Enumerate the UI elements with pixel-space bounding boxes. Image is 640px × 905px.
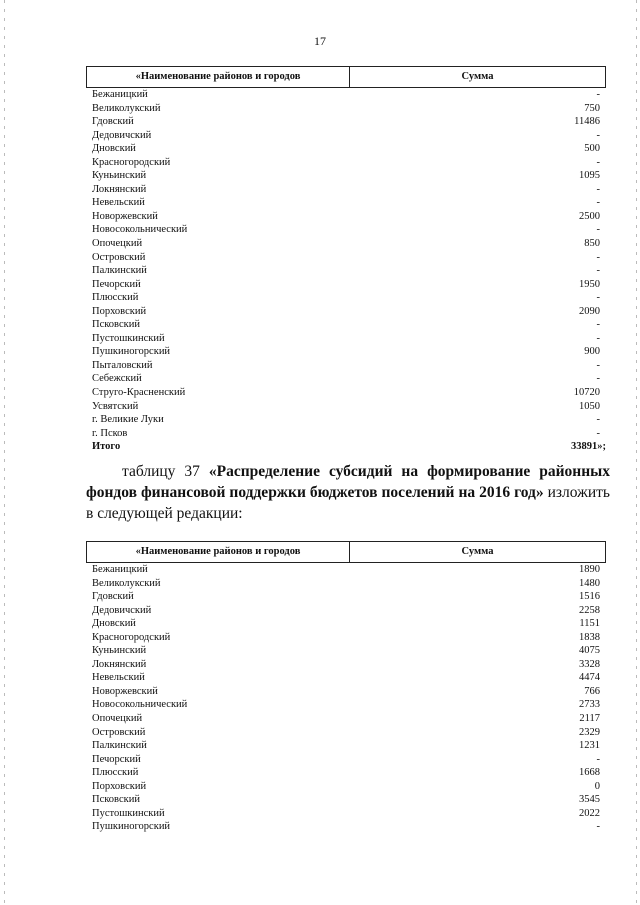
amount-value: -	[596, 414, 600, 426]
amount-value: -	[596, 129, 600, 141]
district-name: Плюсский	[92, 292, 139, 304]
amount-value: -	[596, 183, 600, 195]
district-name: Себежский	[92, 373, 142, 385]
table-row	[86, 400, 606, 414]
district-name: Палкинский	[92, 265, 147, 277]
amount-value: 2117	[579, 713, 600, 725]
district-name: Островский	[92, 726, 146, 738]
amount-value: 500	[584, 143, 600, 155]
table-row	[86, 210, 606, 224]
table-row	[86, 129, 606, 143]
district-name: Дедовичский	[92, 129, 152, 141]
table-header	[86, 66, 606, 88]
table-body	[86, 563, 606, 834]
district-name: Порховский	[92, 780, 147, 792]
amount-value: 1480	[579, 577, 600, 589]
table-row	[86, 753, 606, 767]
amount-value: 11486	[574, 116, 600, 128]
table-row	[86, 631, 606, 645]
table-row	[86, 739, 606, 753]
table-row	[86, 671, 606, 685]
district-name: Новоржевский	[92, 210, 158, 222]
district-name: г. Псков	[92, 427, 128, 439]
amount-value: -	[596, 265, 600, 277]
table-row	[86, 644, 606, 658]
paragraph-prefix: таблицу 37	[122, 463, 209, 480]
amount-value: 1231	[579, 740, 600, 752]
amount-value: -	[596, 224, 600, 236]
table-row	[86, 291, 606, 305]
table-row	[86, 196, 606, 210]
amount-value: -	[596, 373, 600, 385]
amount-value: 2090	[579, 305, 600, 317]
district-name: Псковский	[92, 794, 140, 806]
table-body	[86, 88, 606, 440]
table-row	[86, 251, 606, 265]
amount-value: -	[596, 156, 600, 168]
district-name: Бежаницкий	[92, 564, 148, 575]
table-row	[86, 183, 606, 197]
amount-value: 2329	[579, 726, 600, 738]
scan-edge-left	[4, 0, 5, 905]
table-row	[86, 726, 606, 740]
district-name: Пустошкинский	[92, 807, 165, 819]
district-name: Гдовский	[92, 116, 134, 128]
amount-value: 1516	[579, 591, 600, 603]
amount-value: -	[596, 292, 600, 304]
amount-value: 1668	[579, 767, 600, 779]
total-label: Итого	[92, 441, 121, 453]
district-name: Великолукский	[92, 577, 161, 589]
table-row	[86, 102, 606, 116]
amount-value: 1151	[579, 618, 600, 630]
amount-value: 0	[594, 780, 600, 792]
district-name: Дедовичский	[92, 604, 152, 616]
table-row	[86, 658, 606, 672]
district-name: Печорский	[92, 753, 141, 765]
district-name: Куньинский	[92, 170, 147, 182]
district-name: Куньинский	[92, 645, 147, 657]
table-row	[86, 604, 606, 618]
table-title: «Распределение субсидий на формирование районных фондов финансовой поддержки бюджетов поселений на 2016 год»	[86, 463, 611, 501]
district-name: Новосокольнический	[92, 224, 188, 236]
table-row	[86, 359, 606, 373]
district-name: Пушкиногорский	[92, 346, 171, 358]
table-row	[86, 169, 606, 183]
column-header-name: «Наименование районов и городов	[87, 67, 350, 87]
table-row	[86, 237, 606, 251]
amount-value: -	[596, 753, 600, 765]
table-row	[86, 413, 606, 427]
district-name: Плюсский	[92, 767, 139, 779]
scan-edge-right	[636, 0, 637, 905]
amount-value: 1838	[579, 631, 600, 643]
amount-value: 2258	[579, 604, 600, 616]
table-row	[86, 780, 606, 794]
district-name: Островский	[92, 251, 146, 263]
amount-value: 850	[584, 238, 600, 250]
column-header-sum: Сумма	[461, 546, 494, 557]
district-name: Новосокольнический	[92, 699, 188, 711]
total-value: 33891»;	[571, 441, 606, 453]
district-name: Дновский	[92, 143, 136, 155]
table-row	[86, 563, 606, 577]
district-name: Локнянский	[92, 183, 147, 195]
table-row	[86, 88, 606, 102]
amount-value: -	[596, 319, 600, 331]
table-row	[86, 712, 606, 726]
amount-value: 900	[584, 346, 600, 358]
district-name: Дновский	[92, 618, 136, 630]
district-name: Усвятский	[92, 400, 139, 412]
district-name: Новоржевский	[92, 685, 158, 697]
table-row	[86, 372, 606, 386]
amount-value: -	[596, 427, 600, 439]
column-header-sum: Сумма	[461, 71, 494, 82]
table-subsidies-previous	[86, 66, 606, 454]
district-name: Бежаницкий	[92, 89, 148, 100]
amount-value: 1950	[579, 278, 600, 290]
amount-value: -	[596, 251, 600, 263]
table-row	[86, 223, 606, 237]
amount-value: 2500	[579, 210, 600, 222]
amount-value: 3328	[579, 658, 600, 670]
amount-value: 1050	[579, 400, 600, 412]
amount-value: -	[596, 359, 600, 371]
amount-value: 1095	[579, 170, 600, 182]
amount-value: 766	[584, 685, 600, 697]
table-row	[86, 793, 606, 807]
district-name: Пыталовский	[92, 359, 153, 371]
table-row	[86, 142, 606, 156]
district-name: Великолукский	[92, 102, 161, 114]
amount-value: 4474	[579, 672, 600, 684]
table-subsidies-new	[86, 541, 606, 834]
amount-value: 3545	[579, 794, 600, 806]
table-row	[86, 685, 606, 699]
table-row	[86, 115, 606, 129]
amount-value: 1890	[579, 564, 600, 575]
amount-value: -	[596, 332, 600, 344]
district-name: Невельский	[92, 672, 145, 684]
table-row	[86, 590, 606, 604]
district-name: Порховский	[92, 305, 147, 317]
district-name: г. Великие Луки	[92, 414, 164, 426]
table-row	[86, 577, 606, 591]
amount-value: 4075	[579, 645, 600, 657]
district-name: Опочецкий	[92, 238, 143, 250]
amount-value: 2022	[579, 807, 600, 819]
amount-value: 10720	[573, 387, 600, 399]
table-row	[86, 386, 606, 400]
page-number: 17	[314, 34, 326, 48]
amount-value: 750	[584, 102, 600, 114]
district-name: Опочецкий	[92, 713, 143, 725]
table-row	[86, 766, 606, 780]
amount-value: -	[596, 89, 600, 100]
district-name: Палкинский	[92, 740, 147, 752]
table-row	[86, 698, 606, 712]
district-name: Струго-Красненский	[92, 387, 186, 399]
table-row	[86, 820, 606, 834]
table-row	[86, 427, 606, 441]
table-row	[86, 617, 606, 631]
table-header	[86, 541, 606, 563]
instruction-paragraph	[86, 461, 610, 524]
amount-value: -	[596, 197, 600, 209]
table-total-row	[86, 440, 606, 454]
column-header-name: «Наименование районов и городов	[87, 542, 350, 562]
table-row	[86, 332, 606, 346]
district-name: Красногородский	[92, 631, 171, 643]
district-name: Пустошкинский	[92, 332, 165, 344]
district-name: Красногородский	[92, 156, 171, 168]
amount-value: -	[596, 821, 600, 833]
table-row	[86, 156, 606, 170]
amount-value: 2733	[579, 699, 600, 711]
district-name: Локнянский	[92, 658, 147, 670]
district-name: Пушкиногорский	[92, 821, 171, 833]
paragraph-suffix: изложить в следующей редакции:	[86, 484, 610, 522]
table-row	[86, 305, 606, 319]
table-row	[86, 807, 606, 821]
district-name: Печорский	[92, 278, 141, 290]
district-name: Псковский	[92, 319, 140, 331]
district-name: Гдовский	[92, 591, 134, 603]
district-name: Невельский	[92, 197, 145, 209]
table-row	[86, 278, 606, 292]
table-row	[86, 345, 606, 359]
table-row	[86, 264, 606, 278]
table-row	[86, 318, 606, 332]
